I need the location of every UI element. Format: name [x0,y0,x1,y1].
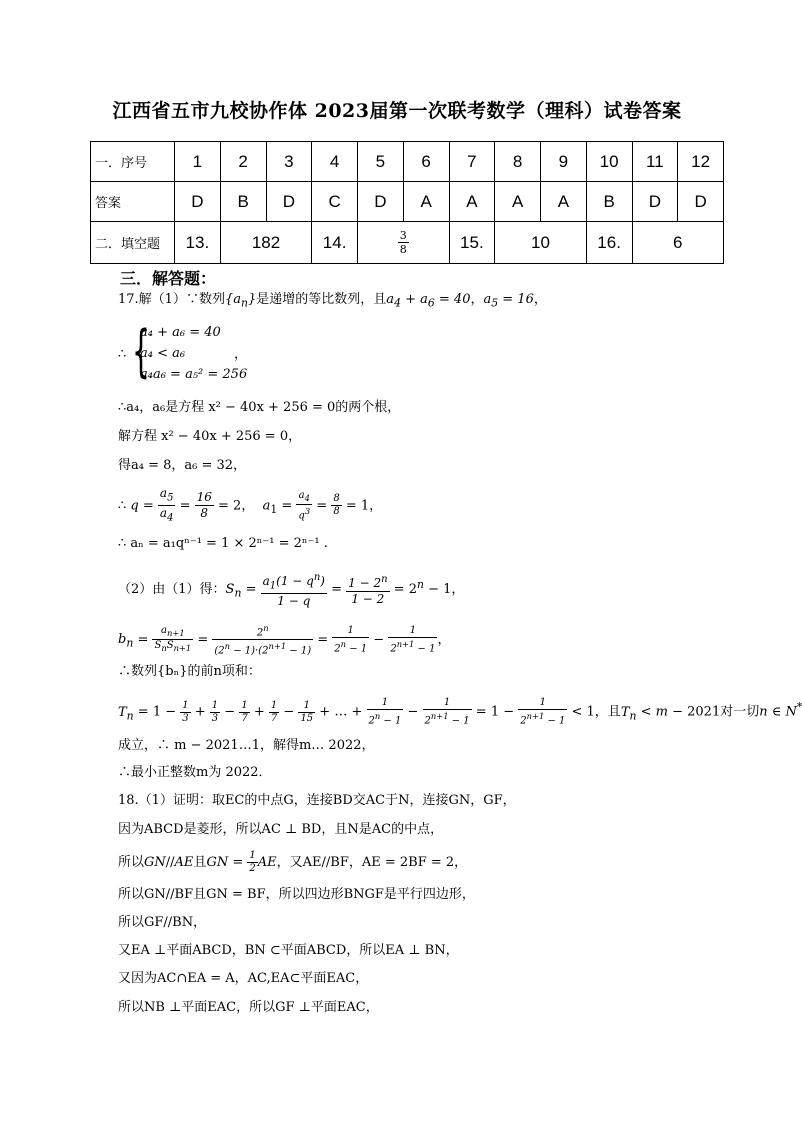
fill-question-15: 15. [449,222,495,264]
solution-line: 因为ABCD是菱形，所以AC ⊥ BD，且N是AC的中点， [118,822,444,837]
question-number: 11 [632,142,678,182]
solution-line: 所以GN//AE且GN = $\frac{1}{2}$ AE，又AE//BF，AE = 2BF = 2， [118,850,468,874]
solution-line: 所以NB ⊥平面EAC，所以GF ⊥平面EAC， [118,1000,379,1015]
fill-question-13: 13. [175,222,221,264]
fill-answer-14 [358,222,450,264]
answer-cell: A [449,182,495,222]
solution-line: 所以GF//BN， [118,915,207,930]
question-number: 9 [541,142,587,182]
table-row [91,222,724,264]
solution-line: 得a₄ = 8，a₆ = 32， [118,458,247,473]
solution-line: 又因为AC∩EA = A，AC,EA⊂平面EAC， [118,971,369,986]
fraction [398,229,409,256]
system-rows [140,322,247,385]
system-row: a₄ < a₆ [140,346,186,361]
question-number: 6 [403,142,449,182]
solution-line: ∴a₄，a₆是方程 x² − 40x + 256 = 0的两个根， [118,400,401,415]
fraction-numerator: 3 [399,229,407,242]
fill-answer-16: 6 [632,222,724,264]
fill-question-14: 14. [312,222,358,264]
text: 是递增的等比数列，且 [256,292,387,307]
brace-icon: { [132,319,150,384]
answer-cell: B [220,182,266,222]
solution-line: 解方程 x² − 40x + 256 = 0， [118,429,302,444]
solution-line: ∴数列{bₙ}的前n项和： [118,664,261,679]
punctuation: ， [234,347,248,362]
answer-cell: D [358,182,404,222]
solution-line: ∴ q = $\frac{a_5}{a_4}$ = $\frac{16}{8}$ = 2， $a_1$ = $\frac{a_4}{q^3}$ = $\frac{8}{8}$ = 1， [118,486,383,524]
answer-cell: C [312,182,358,222]
system-row: a₄a₆ = a₅² = 256 [140,367,248,382]
answer-cell: D [175,182,221,222]
section-heading: 三．解答题： [120,269,217,288]
solution-line: $b_n$ = $\frac{a_{n+1}}{S_nS_{n+1}}$ = $\frac{2^n}{(2^n - 1)\cdot(2^{n+1} - 1)}$ = $\frac{1}{2^n - 1}$ − $\frac{1}{2^{n+1} - 1}$ ， [118,623,451,657]
fill-answer-13: 182 [220,222,312,264]
text: （2）由（1）得： [118,582,226,598]
answer-cell: D [632,182,678,222]
solution-line: （2）由（1）得：$S_n$ = $\frac{a_1(1 - q^n)}{1 - q}$ = $\frac{1 - 2^n}{1 - 2}$ = $2^n - 1$， [118,572,465,609]
solution-line: $T_n = 1$ − $\frac{1}{3}$ + $\frac{1}{3}$ − $\frac{1}{7}$ + $\frac{1}{7}$ − $\frac{1}{15}$ + … + $\frac{1}{2^n - 1}$ − $\frac{1}{2^{n+1} - 1}$ = 1 − $\frac{1}{2^{n+1} - 1}$ < 1，且$T_n < m - 2021$对一切n ∈ N* [118,697,802,727]
question-number: 7 [449,142,495,182]
question-number: 2 [220,142,266,182]
text: 17.解（1） [118,292,186,307]
solution-line: ∴ aₙ = a₁qⁿ⁻¹ = 1 × 2ⁿ⁻¹ = 2ⁿ⁻¹ . [118,536,328,551]
fraction-denominator: 8 [399,243,407,256]
solution-line: 成立，∴ m − 2021…1，解得m… 2022， [118,738,375,753]
table-row [91,142,724,182]
question-number: 10 [586,142,632,182]
question-number: 12 [678,142,724,182]
answer-table [90,141,724,264]
solution-line: 18.（1）证明：取EC的中点G，连接BD交AC于N，连接GN，GF， [118,793,516,808]
question-number: 4 [312,142,358,182]
fill-answer-15: 10 [495,222,587,264]
solution-line: ∴最小正整数m为 2022． [118,765,272,780]
question-number: 5 [358,142,404,182]
text: 数列 [198,292,225,307]
answer-cell: B [586,182,632,222]
math: $a_5 = 16$ [483,292,534,310]
row-label-answer: 答案 [91,182,175,222]
math: $\{a_n\}$ [224,292,257,310]
answer-cell: A [495,182,541,222]
row-label-fill: 二．填空题 [91,222,175,264]
answer-cell: A [403,182,449,222]
therefore-icon: ∴ [118,347,127,362]
answer-cell: A [541,182,587,222]
therefore-icon: ∵ [185,292,199,307]
page-title: 江西省五市九校协作体 2023届第一次联考数学（理科）试卷答案 [112,100,682,122]
math: $a_4 + a_6 = 40$ [386,292,471,310]
question-number: 8 [495,142,541,182]
solution-line: 所以GN//BF且GN = BF，所以四边形BNGF是平行四边形， [118,887,475,902]
question-number: 3 [266,142,312,182]
solution-line: 又EA ⊥平面ABCD，BN ⊂平面ABCD，所以EA ⊥ BN， [118,943,459,958]
table-row [91,182,724,222]
answer-cell: D [678,182,724,222]
system-row: a₄ + a₆ = 40 [140,325,221,340]
fill-question-16: 16. [586,222,632,264]
solution-line: 17.解（1）∵数列$\{a_n\}$是递增的等比数列，且$a_4 + a_6 = 40$，$a_5 = 16$， [118,292,547,310]
row-label-number: 一．序号 [91,142,175,182]
text: ，又AE//BF，AE = 2BF = 2， [276,855,468,870]
question-number: 1 [175,142,221,182]
answer-cell: D [266,182,312,222]
